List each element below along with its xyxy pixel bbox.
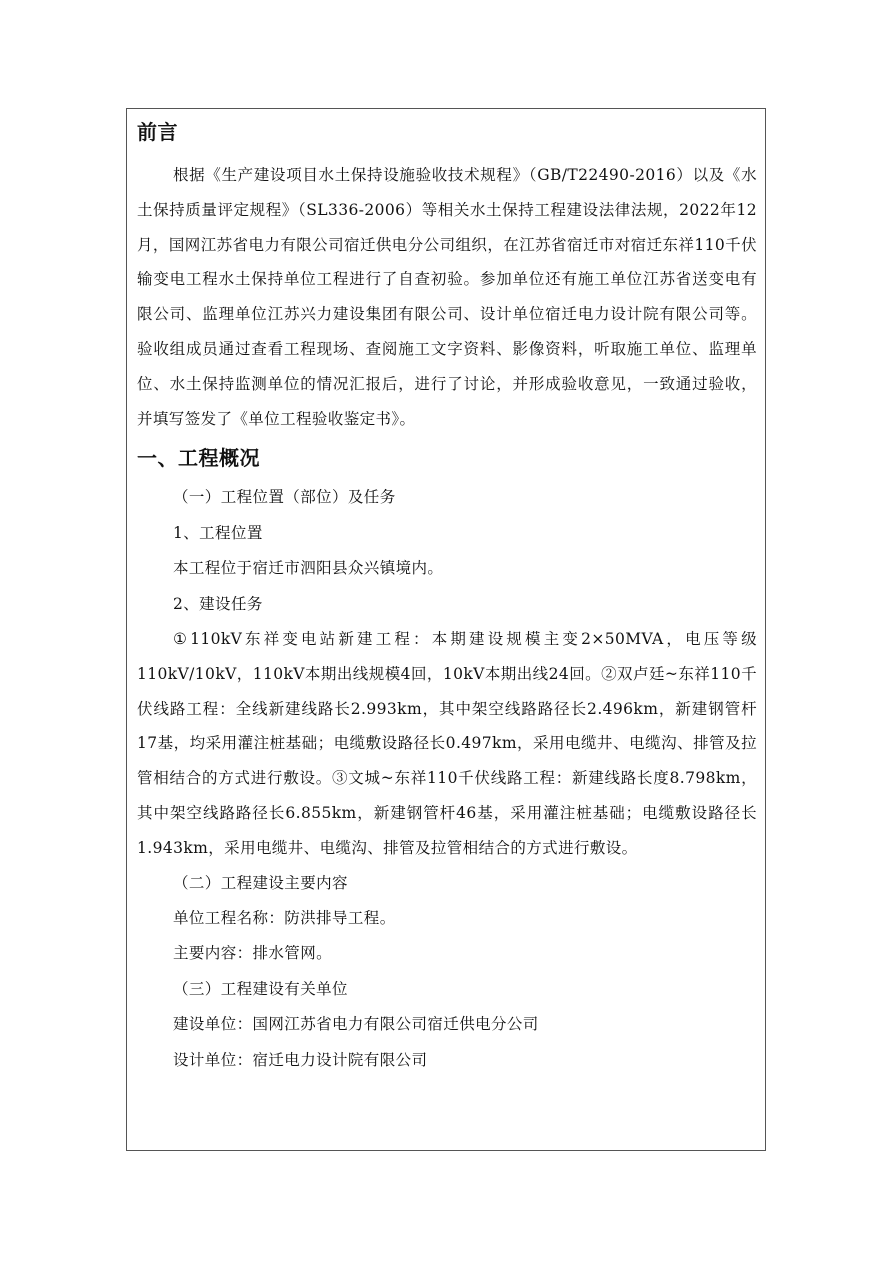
designer-unit: 设计单位：宿迁电力设计院有限公司 (173, 1050, 428, 1069)
main-content: 主要内容：排水管网。 (173, 944, 333, 963)
preface-heading: 前言 (137, 120, 178, 144)
builder-unit: 建设单位：国网江苏省电力有限公司宿迁供电分公司 (173, 1015, 539, 1034)
overview-heading: 一、工程概况 (137, 446, 260, 471)
document-content (137, 118, 757, 1078)
section1-title: （一）工程位置（部位）及任务 (173, 488, 396, 507)
item2-text: ①110kV东祥变电站新建工程：本期建设规模主变2×50MVA，电压等级110kV/10kV，110kV本期出线规模4回，10kV本期出线24回。②双卢廷~东祥110千伏线路工程：全线新建线路长2.993km，其中架空线路路径长2.496km，新建钢管杆17基，均采用灌注桩基础；电缆敷设路径长0.497km，采用电缆井、电缆沟、排管及拉管相结合的方式进行敷设。③文城~东祥110千伏线路工程：新建线路长度8.798km，其中架空线路路径长6.855km，新建钢管杆46基，采用灌注桩基础；电缆敷设路径长1.943km，采用电缆井、电缆沟、排管及拉管相结合的方式进行敷设。 (137, 630, 757, 857)
unit-name: 单位工程名称：防洪排导工程。 (173, 908, 396, 927)
section2-title: （二）工程建设主要内容 (173, 873, 348, 892)
item1-text: 本工程位于宿迁市泗阳县众兴镇境内。 (173, 559, 444, 578)
preface-paragraph: 根据《生产建设项目水土保持设施验收技术规程》（GB/T22490-2016）以及《水土保持质量评定规程》（SL336-2006）等相关水土保持工程建设法律法规，2022年12月，国网江苏省电力有限公司宿迁供电分公司组织，在江苏省宿迁市对宿迁东祥110千伏输变电工程水土保持单位工程进行了自查初验。参加单位还有施工单位江苏省送变电有限公司、监理单位江苏兴力建设集团有限公司、设计单位宿迁电力设计院有限公司等。验收组成员通过查看工程现场、查阅施工文字资料、影像资料，听取施工单位、监理单位、水土保持监测单位的情况汇报后，进行了讨论，并形成验收意见，一致通过验收，并填写签发了《单位工程验收鉴定书》。 (137, 166, 757, 428)
item1-title: 1、工程位置 (173, 523, 263, 542)
section3-title: （三）工程建设有关单位 (173, 979, 348, 998)
item2-title: 2、建设任务 (173, 594, 263, 613)
